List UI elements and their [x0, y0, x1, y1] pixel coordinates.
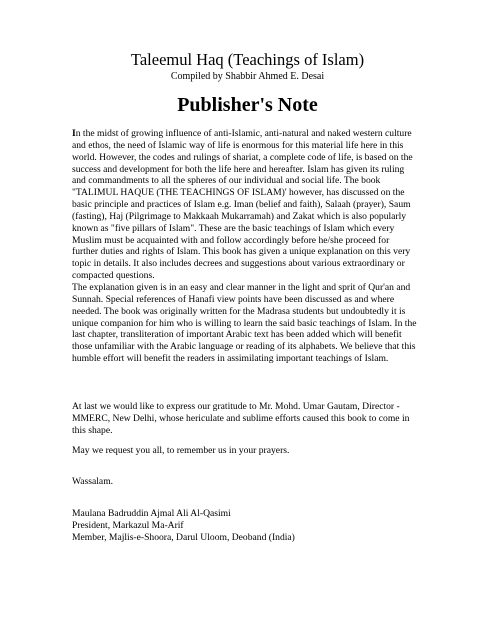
drop-initial: I: [72, 128, 76, 139]
signature-affiliation: Member, Majlis-e-Shoora, Darul Uloom, Deoband (India): [72, 531, 295, 543]
paragraph-line: At last we would like to express our gratitude to Mr. Mohd. Umar Gautam, Director -: [72, 401, 400, 412]
paragraph-gratitude: [72, 401, 432, 437]
paragraph-line: unique companion for him who is willing to learn the said basic teachings of Islam. In the: [72, 317, 417, 329]
paragraph-line: and ethos, the need of Islamic way of life is enormous for this material life here in this: [72, 139, 404, 151]
paragraph-line: known as "five pillars of Islam". These are the basic teachings of Islam which every: [72, 222, 395, 234]
paragraph-line: The explanation given is in an easy and clear manner in the light and sprit of Qur'an and: [72, 282, 411, 293]
paragraph-line: May we request you all, to remember us in your prayers.: [72, 445, 290, 456]
publishers-note-heading: Publisher's Note: [177, 94, 318, 116]
paragraph-line: compacted questions.: [72, 270, 155, 282]
signature-name: Maulana Badruddin Ajmal Ali Al-Qasimi: [72, 508, 231, 519]
signature-title: President, Markazul Ma-Arif: [72, 519, 184, 531]
signature-block: [72, 508, 432, 544]
paragraph-line: topic in details. It also includes decrees and suggestions about various extraordinary or: [72, 258, 405, 270]
paragraph-request: [72, 445, 432, 457]
paragraph-line: Muslim must be acquainted with and follow accordingly before he/she proceed for: [72, 234, 390, 246]
paragraph-explanation: [72, 282, 432, 365]
paragraph-line: (fasting), Haj (Pilgrimage to Makkaah Mukarramah) and Zakat which is also popularly: [72, 210, 407, 222]
paragraph-line: needed. The book was originally written for the Madrasa students but undoubtedly it is: [72, 305, 406, 317]
paragraph-line: success and development for both the life here and hereafter. Islam has given its ruling: [72, 163, 405, 175]
paragraph-closing: [72, 476, 432, 488]
paragraph-line: Sunnah. Special references of Hanafi view points have been discussed as and where: [72, 293, 395, 305]
paragraph-line: Wassalam.: [72, 476, 114, 487]
book-title: Taleemul Haq (Teachings of Islam): [130, 50, 365, 69]
paragraph-line: last chapter, transliteration of important Arabic text has been added which will benefit: [72, 329, 402, 341]
paragraph-line-text: n the midst of growing influence of anti-Islamic, anti-natural and naked western culture: [75, 128, 412, 139]
paragraph-line: those unfamiliar with the Arabic language or reading of its alphabets. We believe that this: [72, 341, 416, 353]
paragraph-line: further duties and rights of Islam. This book has given a unique explanation on this very: [72, 246, 411, 258]
paragraph-line: [72, 128, 432, 140]
paragraph-line: and commandments to all the spheres of our individual and social life. The book: [72, 175, 381, 187]
paragraph-intro: [72, 128, 432, 282]
paragraph-line: this shape.: [72, 424, 113, 436]
paragraph-line: basic principle and practices of Islam e.g. Iman (belief and faith), Salaah (prayer), Saum: [72, 199, 411, 211]
paragraph-line: world. However, the codes and rulings of shariat, a complete code of life, is based on the: [72, 151, 413, 163]
paragraph-line: MMERC, New Delhi, whose hericulate and sublime efforts caused this book to come in: [72, 412, 410, 424]
paragraph-line: "TALIMUL HAQUE (THE TEACHINGS OF ISLAM)' however, has discussed on the: [72, 187, 405, 199]
compiled-by-line: Compiled by Shabbir Ahmed E. Desai: [170, 71, 325, 82]
paragraph-line: humble effort will benefit the readers in assimilating important teachings of Islam.: [72, 353, 389, 365]
